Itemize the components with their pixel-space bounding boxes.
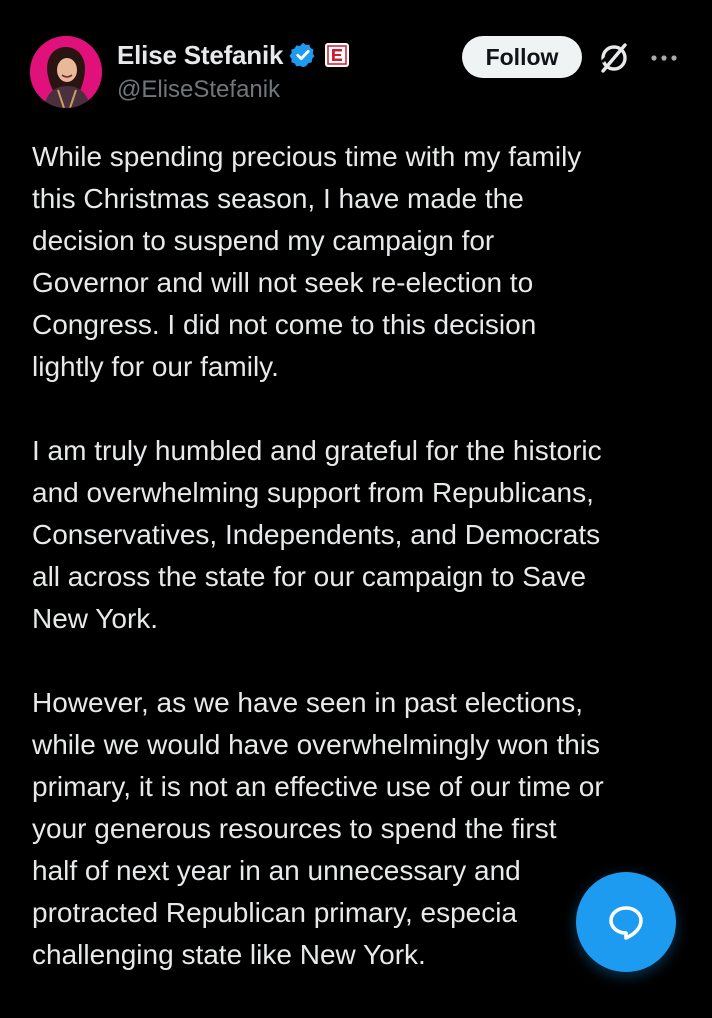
verified-badge-icon[interactable] [289,41,317,69]
grok-icon[interactable] [596,40,632,76]
follow-button[interactable]: Follow [462,36,582,78]
author-handle[interactable]: @EliseStefanik [117,76,281,103]
tweet-header [0,0,712,120]
author-display-name[interactable]: Elise Stefanik [117,39,284,70]
organization-logo-icon [327,45,347,65]
avatar[interactable] [30,36,102,108]
avatar-photo [30,36,102,108]
tweet-paragraph: While spending precious time with my family this Christmas season, I have made the decision to suspend my campaign for Governor and will not seek re-election to Congress. I did not come to this decision lightly for our family. [32,141,582,382]
organization-badge-icon[interactable] [325,43,349,67]
author-name-row [117,38,349,72]
more-options-icon[interactable] [648,44,680,72]
tweet-paragraph: I am truly humbled and grateful for the historic and overwhelming support from Republicans, Conservatives, Independents, and Democrats all across the state for our campaign to Save New York. [32,435,602,634]
reply-chat-icon [604,900,648,944]
reply-floating-button[interactable] [576,872,676,972]
tweet-paragraph: However, as we have seen in past elections, while we would have overwhelmingly won this primary, it is not an effective use of our time or your generous resources to spend the first half of next year in an unnecessary and protracted Republican primary, especia challenging state like New York. [32,687,604,970]
